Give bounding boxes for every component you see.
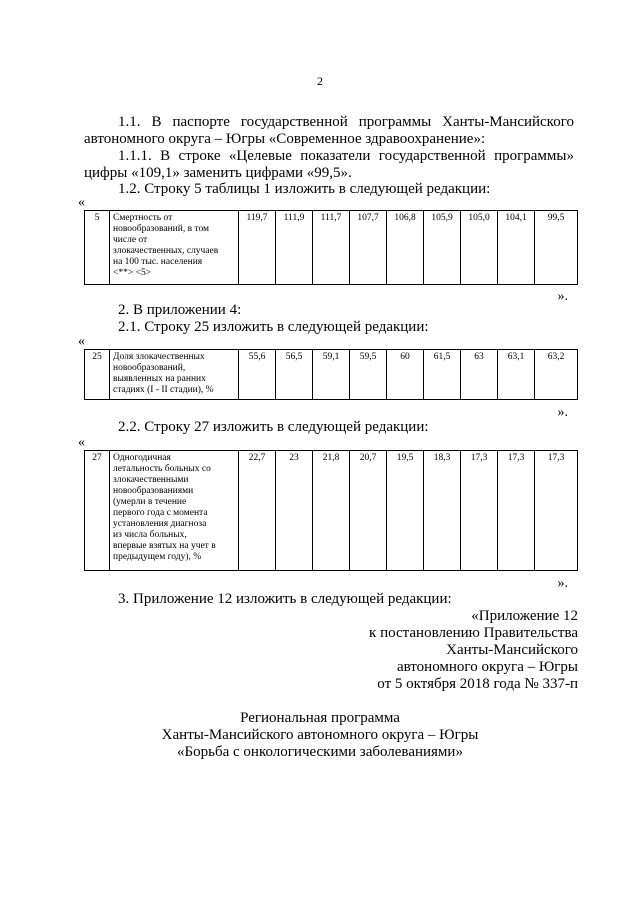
- table3-open-quote: «: [78, 435, 85, 450]
- value-cell: 22,7: [239, 451, 276, 571]
- appendix-line: автономного округа – Югры: [396, 659, 578, 675]
- value-cell: 63,2: [535, 350, 578, 400]
- desc-line: новообразований,: [113, 363, 186, 373]
- desc-line: выявленных на ранних: [113, 374, 206, 384]
- paragraph-1-1-1-line1: 1.1.1. В строке «Целевые показатели государственной программы»: [118, 148, 574, 164]
- row-description: [110, 350, 239, 400]
- value-cell: 105,0: [461, 211, 498, 285]
- program-title: [0, 710, 640, 761]
- desc-line: установления диагноза: [113, 519, 207, 529]
- value-cell: 23: [276, 451, 313, 571]
- value-cell: 104,1: [498, 211, 535, 285]
- value-cell: 19,5: [387, 451, 424, 571]
- paragraph-2-2: 2.2. Строку 27 изложить в следующей редакции:: [118, 419, 429, 435]
- value-cell: 61,5: [424, 350, 461, 400]
- desc-line: впервые взятых на учет в: [113, 541, 216, 551]
- paragraph-1-2: 1.2. Строку 5 таблицы 1 изложить в следующей редакции:: [118, 181, 491, 197]
- table-row-5: [84, 210, 578, 285]
- appendix-line: от 5 октября 2018 года № 337-п: [377, 676, 578, 692]
- table-row: [85, 451, 578, 571]
- paragraph-1-1-line1: 1.1. В паспорте государственной программы Ханты-Мансийского: [118, 114, 574, 130]
- desc-line: на 100 тыс. населения: [113, 257, 203, 267]
- table2-close-quote: ».: [557, 405, 568, 420]
- value-cell: 111,7: [313, 211, 350, 285]
- value-cell: 17,3: [535, 451, 578, 571]
- paragraph-2-1: 2.1. Строку 25 изложить в следующей редакции:: [118, 319, 429, 335]
- table3-close-quote: ».: [557, 576, 568, 591]
- appendix-line: «Приложение 12: [471, 608, 578, 624]
- desc-line: летальность больных со: [113, 464, 211, 474]
- value-cell: 59,1: [313, 350, 350, 400]
- table1-open-quote: «: [78, 195, 85, 210]
- paragraph-2: 2. В приложении 4:: [118, 302, 242, 318]
- table-row-25: [84, 349, 578, 400]
- desc-line: злокачественными: [113, 475, 189, 485]
- desc-line: стадиях (I - II стадии), %: [113, 385, 214, 395]
- value-cell: 21,8: [313, 451, 350, 571]
- desc-line: (умерли в течение: [113, 497, 187, 507]
- row-description: [110, 451, 239, 571]
- program-title-line: Ханты-Мансийского автономного округа – Югры: [161, 727, 479, 743]
- table1-close-quote: ».: [557, 289, 568, 304]
- desc-line: из числа больных,: [113, 530, 187, 540]
- paragraph-1-1-line2: автономного округа – Югры «Современное здравоохранение»:: [84, 131, 486, 147]
- value-cell: 18,3: [424, 451, 461, 571]
- row-number: 27: [85, 451, 110, 571]
- value-cell: 56,5: [276, 350, 313, 400]
- value-cell: 99,5: [535, 211, 578, 285]
- page-number: 2: [317, 74, 323, 88]
- desc-line: Доля злокачественных: [113, 352, 205, 362]
- value-cell: 105,9: [424, 211, 461, 285]
- desc-line: числе от: [113, 235, 148, 245]
- desc-line: первого года с момента: [113, 508, 208, 518]
- value-cell: 59,5: [350, 350, 387, 400]
- desc-line: Одногодичная: [113, 453, 171, 463]
- desc-line: Смертность от: [113, 213, 173, 223]
- table2-open-quote: «: [78, 334, 85, 349]
- value-cell: 55,6: [239, 350, 276, 400]
- table-row: [85, 350, 578, 400]
- desc-line: новообразований, в том: [113, 224, 210, 234]
- value-cell: 63,1: [498, 350, 535, 400]
- value-cell: 17,3: [461, 451, 498, 571]
- value-cell: 106,8: [387, 211, 424, 285]
- program-title-line: Региональная программа: [240, 710, 400, 726]
- table-row: [85, 211, 578, 285]
- desc-line: злокачественных, случаев: [113, 246, 219, 256]
- paragraph-1-1-1-line2: цифры «109,1» заменить цифрами «99,5».: [84, 165, 352, 181]
- value-cell: 20,7: [350, 451, 387, 571]
- appendix-line: Ханты-Мансийского: [446, 642, 578, 658]
- row-number: 5: [85, 211, 110, 285]
- value-cell: 63: [461, 350, 498, 400]
- value-cell: 17,3: [498, 451, 535, 571]
- value-cell: 60: [387, 350, 424, 400]
- value-cell: 111,9: [276, 211, 313, 285]
- appendix-line: к постановлению Правительства: [369, 625, 578, 641]
- desc-line: новообразованиями: [113, 486, 194, 496]
- paragraph-3: 3. Приложение 12 изложить в следующей редакции:: [118, 591, 452, 607]
- row-number: 25: [85, 350, 110, 400]
- desc-line: <**> <5>: [113, 268, 152, 278]
- program-title-line: «Борьба с онкологическими заболеваниями»: [177, 744, 463, 760]
- row-description: [110, 211, 239, 285]
- appendix-header: [369, 608, 578, 693]
- table-row-27: [84, 450, 578, 571]
- value-cell: 107,7: [350, 211, 387, 285]
- desc-line: предыдущем году), %: [113, 552, 202, 562]
- value-cell: 119,7: [239, 211, 276, 285]
